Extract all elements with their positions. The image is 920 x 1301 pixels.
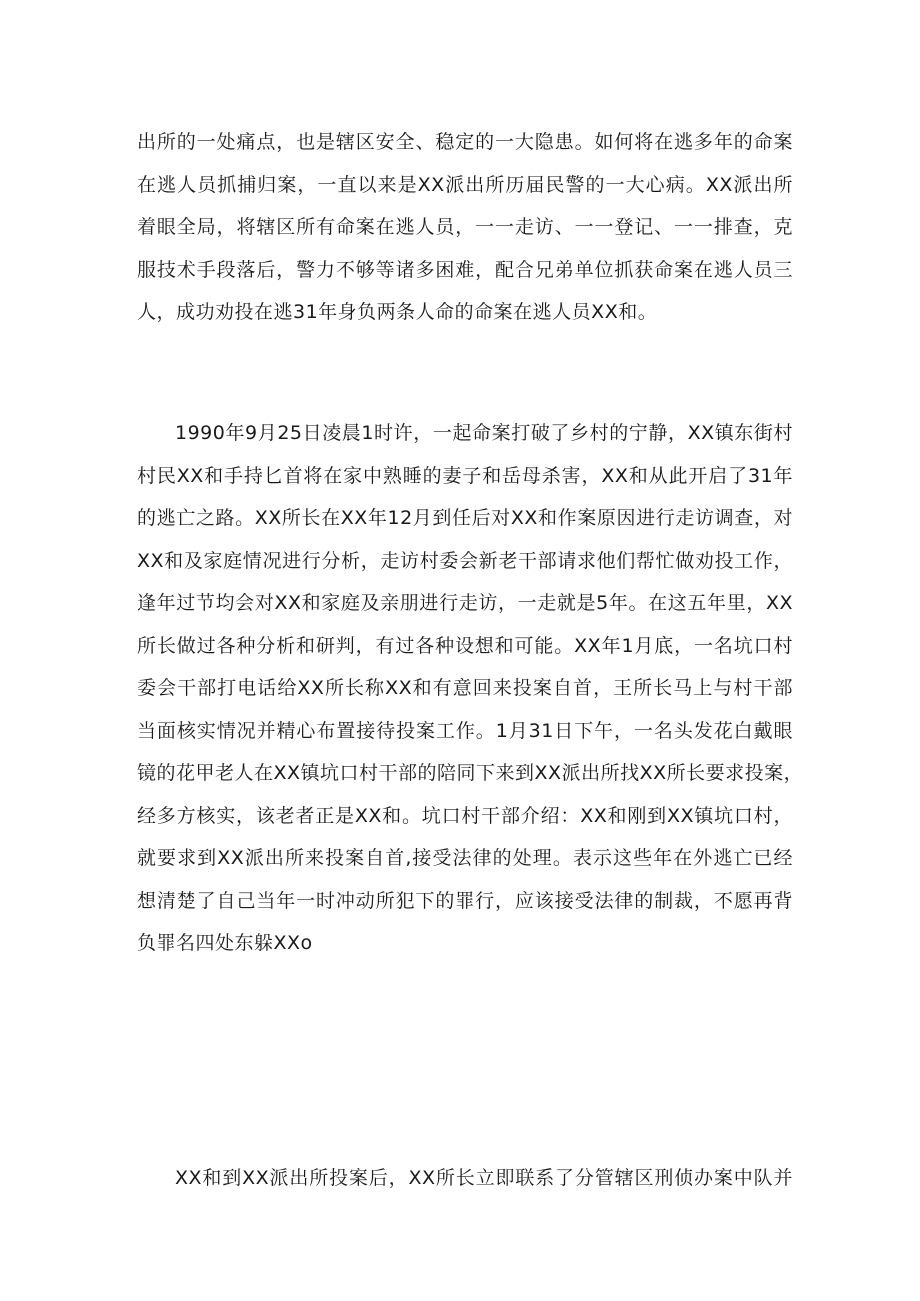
paragraph-line: 村民XX和手持匕首将在家中熟睡的妻子和岳母杀害，XX和从此开启了31年 — [137, 464, 793, 487]
paragraph-line: 当面核实情况并精心布置接待投案工作。1月31日下午，一名头发花白戴眼 — [137, 719, 793, 742]
paragraph-line: 就要求到XX派出所来投案自首,接受法律的处理。表示这些年在外逃亡已经 — [137, 847, 793, 869]
paragraph-line: 出所的一处痛点，也是辖区安全、稳定的一大隐患。如何将在逃多年的命案 — [137, 131, 793, 153]
paragraph-line: 人，成功劝投在逃31年身负两条人命的命案在逃人员XX和。 — [137, 301, 658, 323]
paragraph-1 — [137, 121, 793, 334]
paragraph-line: 镜的花甲老人在XX镇坑口村干部的陪同下来到XX派出所找XX所长要求投案， — [137, 762, 804, 784]
paragraph-line: XX和及家庭情况进行分析，走访村委会新老干部请求他们帮忙做劝投工作， — [137, 549, 793, 572]
paragraph-2 — [137, 412, 804, 965]
paragraph-3 — [137, 1157, 793, 1200]
paragraph-line: XX和到XX派出所投案后，XX所长立即联系了分管辖区刑侦办案中队并 — [175, 1167, 793, 1189]
paragraph-line: 着眼全局，将辖区所有命案在逃人员，一一走访、一一登记、一一排查，克 — [137, 216, 793, 238]
paragraph-line: 1990年9月25日凌晨1时许，一起命案打破了乡村的宁静，XX镇东街村 — [175, 422, 793, 444]
paragraph-line: 委会干部打电话给XX所长称XX和有意回来投案自首，王所长马上与村干部 — [137, 677, 793, 699]
paragraph-line: 想清楚了自己当年一时冲动所犯下的罪行，应该接受法律的制裁，不愿再背 — [137, 889, 793, 912]
paragraph-line: 负罪名四处东躲XXo — [137, 932, 313, 954]
paragraph-line: 经多方核实，该老者正是XX和。坑口村干部介绍：XX和刚到XX镇坑口村， — [137, 804, 793, 827]
paragraph-line: 在逃人员抓捕归案，一直以来是XX派出所历届民警的一大心病。XX派出所 — [137, 173, 793, 196]
paragraph-line: 的逃亡之路。XX所长在XX年12月到任后对XX和作案原因进行走访调查，对 — [137, 507, 793, 529]
paragraph-line: 服技术手段落后，警力不够等诸多困难，配合兄弟单位抓获命案在逃人员三 — [137, 258, 793, 281]
paragraph-line: 逢年过节均会对XX和家庭及亲朋进行走访，一走就是5年。在这五年里，XX — [137, 592, 793, 614]
paragraph-line: 所长做过各种分析和研判，有过各种设想和可能。XX年1月底，一名坑口村 — [137, 634, 793, 657]
